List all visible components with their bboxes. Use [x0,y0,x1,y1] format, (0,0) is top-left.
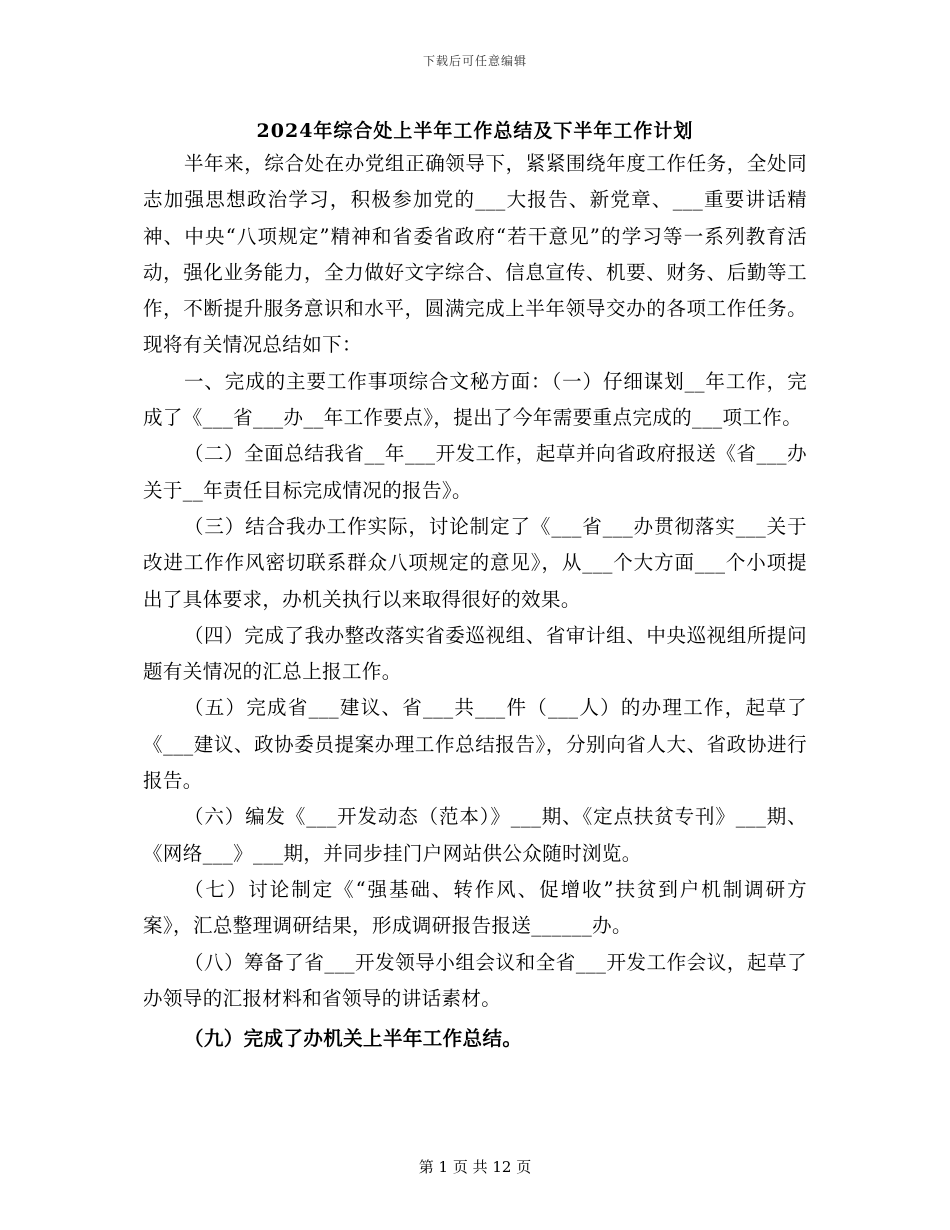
page-number: 第 1 页 共 12 页 [418,1158,532,1176]
paragraph-item-4: （四）完成了我办整改落实省委巡视组、省审计组、中央巡视组所提问题有关情况的汇总上报工作。 [143,623,807,684]
paragraph-item-2: （二）全面总结我省__年___开发工作，起草并向省政府报送《省___办关于__年责任目标完成情况的报告》。 [143,442,807,502]
header-note: 下载后可任意编辑 [422,54,527,68]
paragraph-item-3: （三）结合我办工作实际，讨论制定了《___省___办贯彻落实___关于改进工作作风密切联系群众八项规定的意见》，从___个大方面___个小项提出了具体要求，办机关执行以来取得很好的效果。 [143,514,807,611]
paragraph-intro: 半年来，综合处在办党组正确领导下，紧紧围绕年度工作任务，全处同志加强思想政治学习，积极参加党的___大报告、新党章、___重要讲话精神、中央“八项规定”精神和省委省政府“若干意见”的学习等一系列教育活动，强化业务能力，全力做好文字综合、信息宣传、机要、财务、后勤等工作，不断提升服务意识和水平，圆满完成上半年领导交办的各项工作任务。现将有关情况总结如下： [143,152,807,357]
paragraph-item-9: （九）完成了办机关上半年工作总结。 [183,1027,523,1051]
document-title: 2024年综合处上半年工作总结及下半年工作计划 [256,120,694,142]
paragraph-item-8: （八）筹备了省___开发领导小组会议和全省___开发工作会议，起草了办领导的汇报材料和省领导的讲话素材。 [143,950,807,1010]
paragraph-item-7: （七）讨论制定《“强基础、转作风、促增收”扶贫到户机制调研方案》，汇总整理调研结果，形成调研报告报送______办。 [143,877,807,938]
paragraph-item-6: （六）编发《___开发动态（范本）》___期、《定点扶贫专刊》___期、《网络___》___期，并同步挂门户网站供公众随时浏览。 [143,805,807,865]
paragraph-item-1: 一、完成的主要工作事项综合文秘方面：（一）仔细谋划__年工作，完成了《___省___办__年工作要点》，提出了今年需要重点完成的___项工作。 [143,369,807,430]
document-body [143,146,807,1057]
paragraph-item-5: （五）完成省___建议、省___共___件（___人）的办理工作，起草了《___建议、政协委员提案办理工作总结报告》，分别向省人大、省政协进行报告。 [143,696,807,793]
